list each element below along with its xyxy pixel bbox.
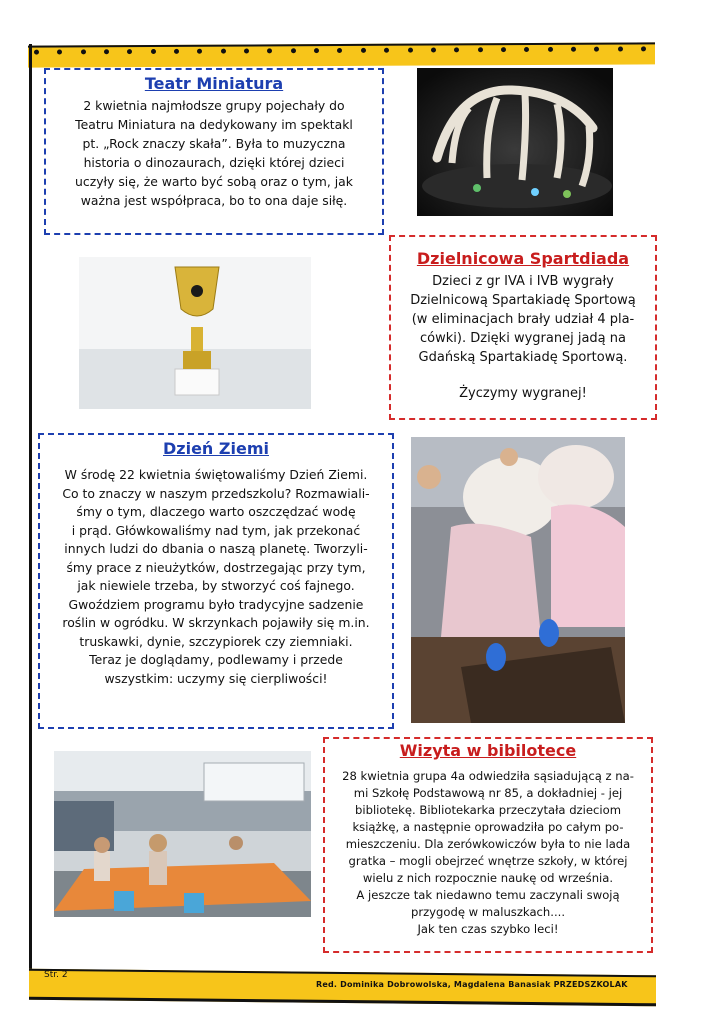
ziemia-title: Dzień Ziemi	[163, 439, 269, 458]
text-line: Teatru Miniatura na dedykowany im spektakl	[75, 117, 353, 132]
theatre-photo	[417, 68, 613, 216]
text-line: Gdańską Spartakiadę Sportową.	[418, 350, 628, 365]
spartakiada-section	[389, 235, 657, 420]
text-line: 2 kwietnia najmłodsze grupy pojechały do	[83, 98, 345, 113]
planting-photo	[411, 437, 625, 723]
text-line: innych ludzi do dbania o naszą planetę. Tworzyli-	[64, 541, 368, 556]
text-line: uczyły się, że warto być sobą oraz o tym, jak	[75, 174, 353, 189]
teatr-body	[52, 96, 376, 210]
trophy-photo	[79, 257, 311, 409]
teatr-title: Teatr Miniatura	[144, 74, 284, 93]
text-line: Dzielnicową Spartakiadę Sportową	[410, 293, 636, 308]
text-line: i prąd. Główkowaliśmy nad tym, jak przekonać	[71, 522, 361, 538]
ziemia-body	[42, 466, 390, 688]
biblioteka-title: Wizyta w bibilotece	[399, 741, 577, 760]
text-line: książkę, a następnie oprowadziła po całym po-	[352, 820, 624, 834]
text-line: śmy prace z nieużytków, dostrzegając przy tym,	[66, 559, 366, 575]
page-number: Str. 2	[44, 970, 68, 980]
text-line: pt. „Rock znaczy skała”. Była to muzyczna	[82, 136, 346, 151]
text-line: roślin w ogródku. W skrzynkach pojawiły się m.in.	[62, 615, 370, 630]
biblioteka-body	[327, 768, 649, 938]
text-line: mi Szkołę Podstawową nr 85, a dokładniej - jej	[353, 786, 623, 800]
text-line: truskawki, dynie, szczypiorek czy ziemniaki.	[79, 633, 353, 649]
left-rule	[29, 44, 32, 974]
spartakiada-title: Dzielnicowa Spartdiada	[416, 249, 630, 268]
text-line: mieszczeniu. Dla zerówkowiczów była to nie lada	[345, 837, 631, 851]
text-line: ważna jest współpraca, bo to ona daje siłę.	[80, 193, 348, 208]
text-line: historia o dinozaurach, dzięki której dzieci	[83, 155, 345, 170]
text-line: 28 kwietnia grupa 4a odwiedziła sąsiadującą z na-	[342, 769, 634, 783]
text-line: cówki). Dzięki wygranej jadą na	[420, 331, 626, 346]
text-line: Gwoździem programu było tradycyjne sadzenie	[68, 596, 364, 612]
text-line: A jeszcze tak niedawno temu zaczynali swoją	[356, 888, 620, 902]
ziemia-section	[38, 433, 394, 729]
text-line: Co to znaczy w naszym przedszkolu? Rozmawiali-	[62, 485, 370, 501]
text-line: W środę 22 kwietnia świętowaliśmy Dzień Ziemi.	[64, 467, 368, 482]
credits: Red. Dominika Dobrowolska, Magdalena Banasiak PRZEDSZKOLAK	[316, 980, 628, 989]
spartakiada-body	[395, 272, 651, 403]
text-line: Jak ten czas szybko leci!	[417, 922, 559, 936]
text-line: Dzieci z gr IVA i IVB wygrały	[432, 274, 614, 289]
text-line: wielu z nich rozpocznie naukę od września.	[362, 871, 614, 885]
biblioteka-section	[323, 737, 653, 953]
wish-line: Życzymy wygranej!	[459, 386, 587, 401]
text-line: (w eliminacjach brały udział 4 pla-	[411, 312, 635, 327]
text-line: Teraz je doglądamy, podlewamy i przede	[89, 652, 343, 667]
text-line: gratka – mogli obejrzeć wnętrze szkoły, w której	[348, 854, 628, 868]
dot-row	[34, 46, 646, 54]
text-line: bibliotekę. Bibliotekarka przeczytała dzieciom	[355, 803, 621, 817]
text-line: przygodę w maluszkach....	[410, 905, 566, 919]
text-line: śmy o tym, dlaczego warto oszczędzać wodę	[76, 504, 356, 519]
library-photo	[54, 751, 311, 917]
text-line: wszystkim: uczymy się cierpliwości!	[104, 670, 328, 686]
top-band	[28, 42, 655, 67]
text-line: jak niewiele trzeba, by stworzyć coś fajnego.	[77, 578, 355, 593]
teatr-section	[44, 68, 384, 235]
